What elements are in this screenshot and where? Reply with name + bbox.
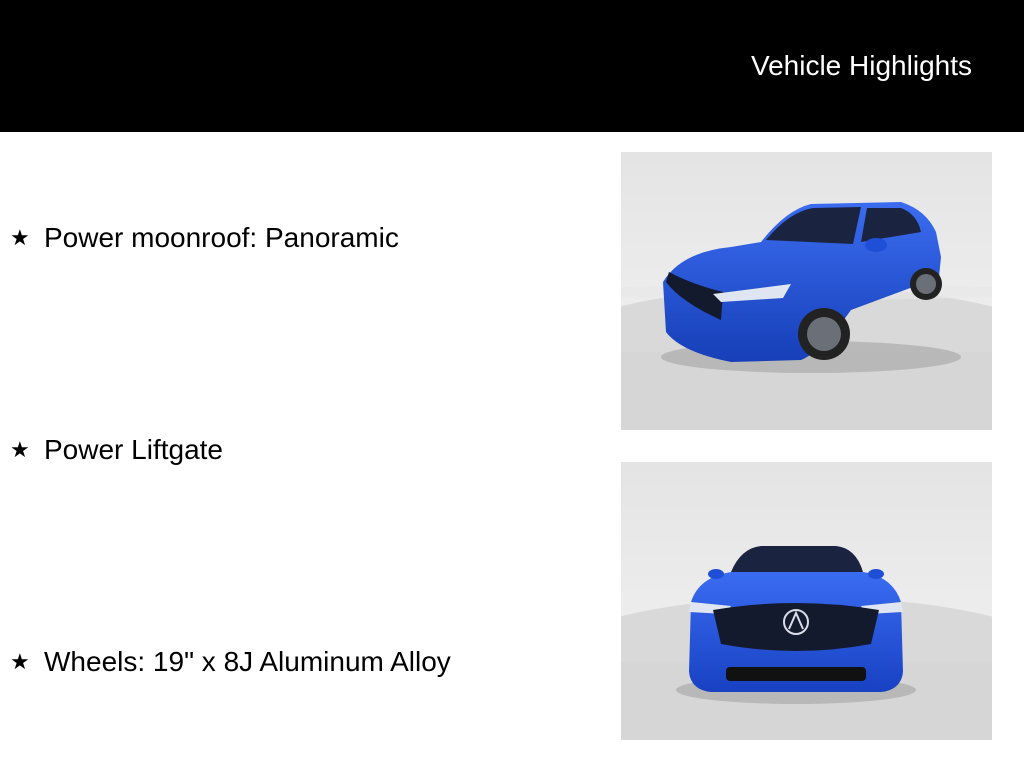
page-title: Vehicle Highlights: [750, 50, 972, 81]
feature-label: Power moonroof: Panoramic: [44, 222, 399, 253]
star-icon: ★: [10, 649, 30, 674]
feature-item: [10, 433, 223, 467]
star-icon: ★: [10, 437, 30, 462]
feature-label: Wheels: 19" x 8J Aluminum Alloy: [44, 646, 451, 677]
feature-item: [10, 221, 399, 255]
header-bar: [0, 0, 1024, 132]
star-icon: ★: [10, 225, 30, 250]
vehicle-side-view-photo: [621, 152, 992, 430]
vehicle-front-view-photo: [621, 462, 992, 740]
feature-label: Power Liftgate: [44, 434, 223, 465]
feature-item: [10, 645, 451, 679]
